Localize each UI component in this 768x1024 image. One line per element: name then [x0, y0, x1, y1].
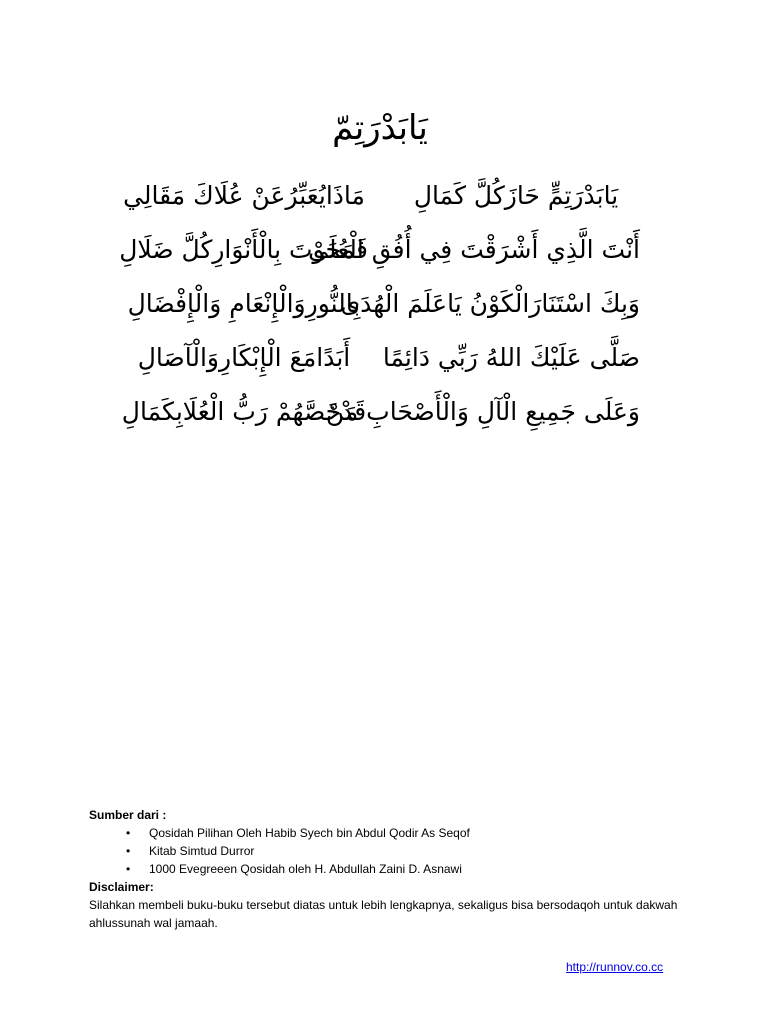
source-item: • Kitab Simtud Durror: [134, 842, 689, 860]
verse-row: [120, 386, 640, 438]
verse-first-half: وَبِكَ اسْتَنَارَالْكَوْنُ يَاعَلَمَ الْهُدَى: [340, 289, 640, 318]
source-heading: Sumber dari :: [89, 808, 167, 822]
source-item: • Qosidah Pilihan Oleh Habib Syech bin Abdul Qodir As Seqof: [134, 824, 689, 842]
verse-row: [120, 278, 640, 330]
poem-title: يَابَدْرَتِمّ: [332, 108, 428, 148]
verse-first-half: صَلَّى عَلَيْكَ اللهُ رَبِّي دَائِمًا: [382, 343, 640, 372]
verse-row: [120, 224, 640, 276]
website-link[interactable]: http://runnov.co.cc: [566, 960, 664, 974]
document-footer: [89, 806, 689, 932]
qasida-scan: [120, 108, 640, 448]
verse-second-half: قَدْخَصَّهُمْ رَبُّ الْعُلَابِكَمَالِ: [121, 397, 367, 426]
verse-second-half: أَبَدًامَعَ الْإِبْكَارِوَالْآصَالِ: [137, 343, 351, 372]
verse-first-half: يَابَدْرَتِمٍّ حَازَكُلَّ كَمَالِ: [413, 181, 619, 210]
verse-second-half: فَمَحَوْتَ بِالْأَنْوَارِكُلَّ ضَلَالِ: [119, 235, 368, 264]
disclaimer-text: Silahkan membeli buku-buku tersebut diatas untuk lebih lengkapnya, sekaligus bisa bersodaqoh untuk dakwah ahlussunah wal jamaah.: [89, 898, 678, 930]
disclaimer-heading: Disclaimer:: [89, 880, 154, 894]
verse-first-half: أَنْتَ الَّذِي أَشْرَقْتَ فِي أُفُقِ الْعُلَى: [308, 235, 640, 264]
verse-second-half: بِالنُّورِوَالْإِنْعَامِ وَالْإِفْضَالِ: [127, 289, 361, 318]
source-item: • 1000 Evegreeen Qosidah oleh H. Abdullah Zaini D. Asnawi: [134, 860, 689, 878]
verse-row: [120, 170, 640, 222]
verse-second-half: مَاذَايُعَبِّرُعَنْ عُلَاكَ مَقَالِي: [123, 181, 365, 210]
verse-first-half: وَعَلَى جَمِيعِ الْآلِ وَالْأَصْحَابِ مَنْ: [325, 397, 640, 426]
verse-row: [120, 332, 640, 384]
source-list: [89, 824, 689, 878]
